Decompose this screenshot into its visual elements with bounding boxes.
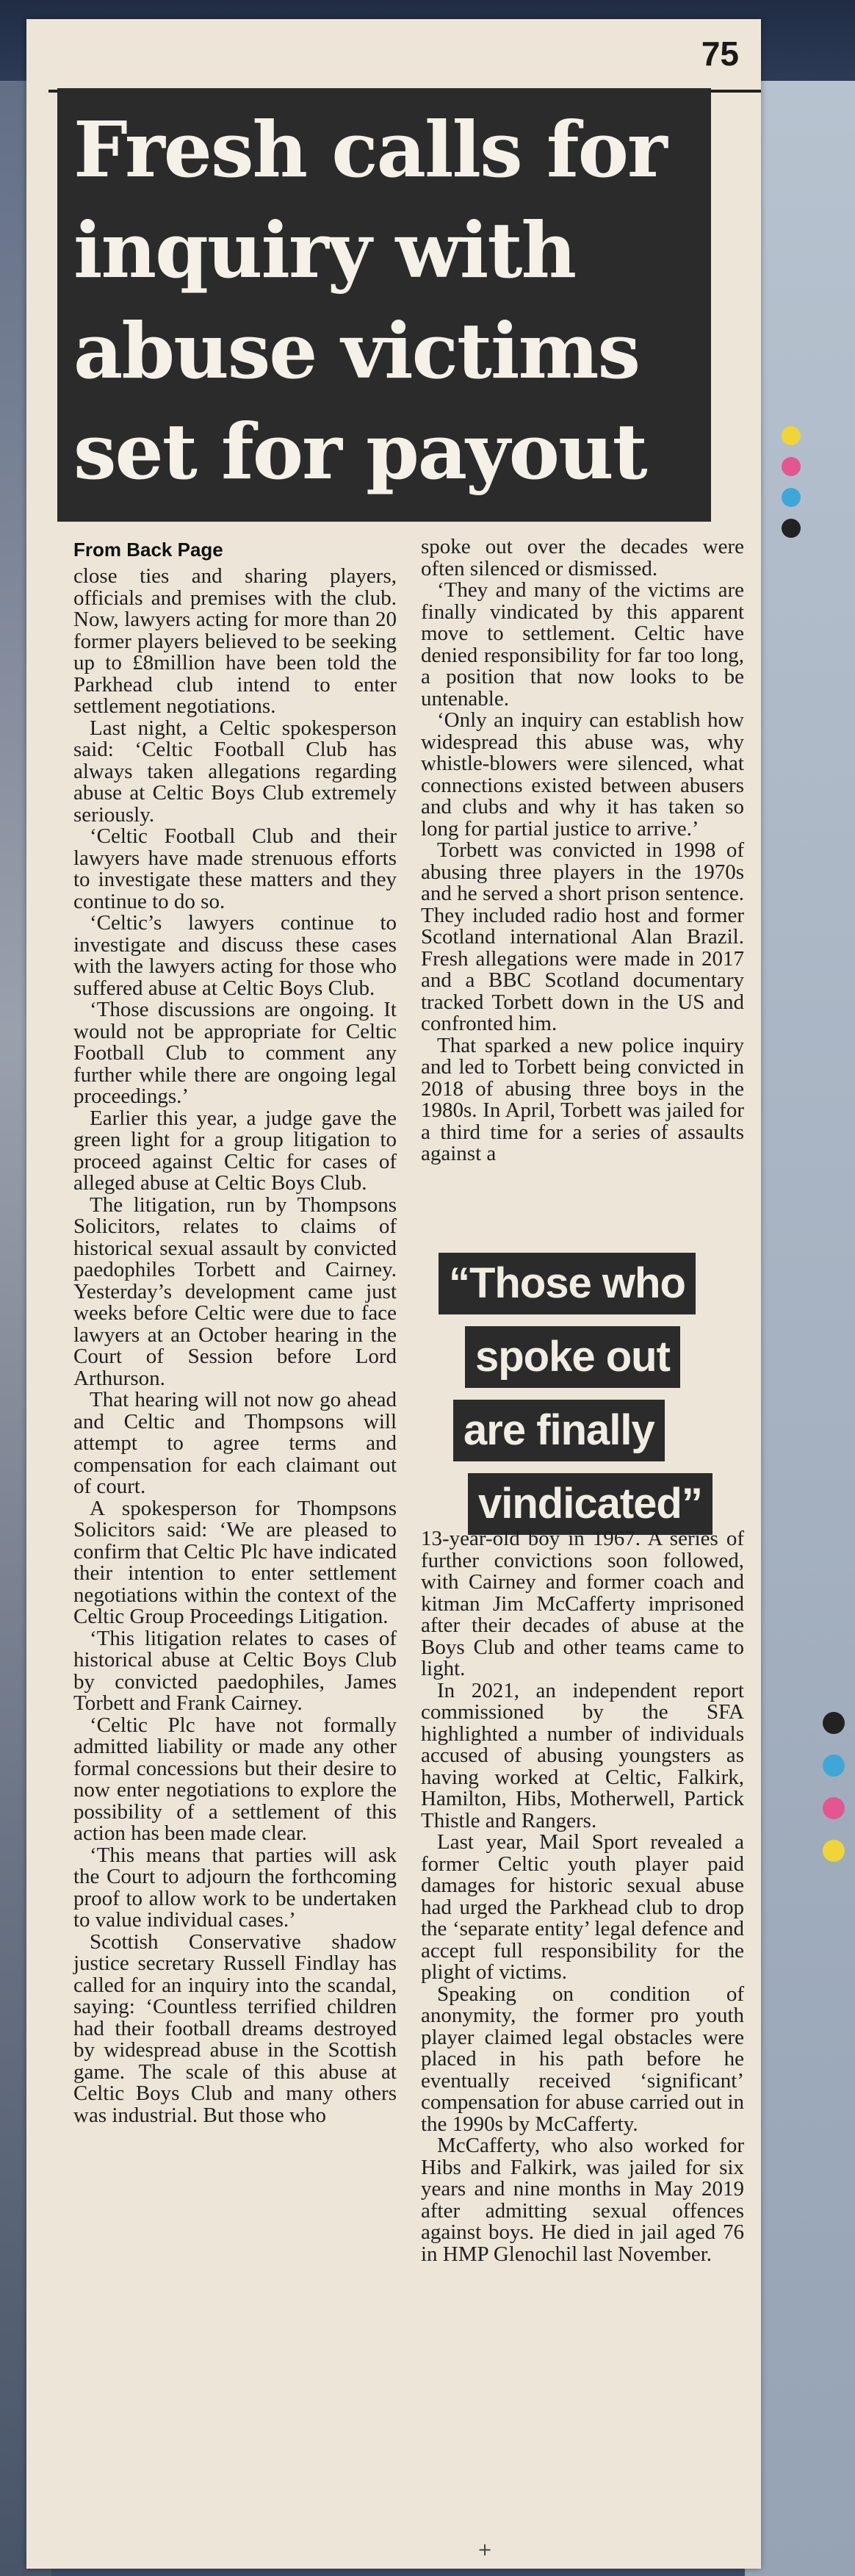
paragraph: Earlier this year, a judge gave the green light for a group litigation to proceed against Celtic for cases of alleged abuse at Celtic Boys Club.: [73, 1106, 397, 1195]
paragraph: ‘Celtic’s lawyers continue to investigate and discuss these cases with the lawyers acting for those who suffered abuse at Celtic Boys Club.: [73, 911, 397, 1000]
registration-dot: [782, 426, 801, 445]
registration-dot: [782, 519, 801, 538]
registration-dots-lower: [823, 1712, 845, 1882]
paragraph: ‘This means that parties will ask the Court to adjourn the forthcoming proof to allow work to be undertaken to value individual cases.’: [73, 1843, 397, 1932]
paragraph: ‘They and many of the victims are finally vindicated by this apparent move to settlement. Celtic have denied responsibility for far too long, a position that now looks to be untenable.: [421, 578, 744, 710]
paragraph: spoke out over the decades were often silenced or dismissed.: [421, 535, 744, 580]
paragraph: Last night, a Celtic spokesperson said: ‘Celtic Football Club has always taken allegations regarding abuse at Celtic Boys Club extremely seriously.: [73, 716, 397, 827]
crop-mark-icon: +: [477, 2539, 493, 2560]
paragraph: Torbett was convicted in 1998 of abusing three players in the 1970s and he served a short prison sentence. They included radio host and former Scotland international Alan Brazil. Fresh allegations were made in 2017 and a BBC Scotland documentary tracked Torbett down in the US and confronted him.: [421, 838, 744, 1035]
article-column-right-top: [421, 536, 744, 1165]
paragraph: In 2021, an independent report commissioned by the SFA highlighted a number of individuals accused of abusing youngsters as having worked at Celtic, Falkirk, Hamilton, Hibs, Motherwell, Partick Thistle and Rangers.: [421, 1678, 744, 1832]
paragraph: That sparked a new police inquiry and led to Torbett being convicted in 2018 of abusing three boys in the 1980s. In April, Torbett was jailed for a third time for a series of assaults against a: [421, 1033, 744, 1165]
pull-quote: [439, 1253, 747, 1547]
registration-dot: [823, 1840, 845, 1862]
paragraph: ‘This litigation relates to cases of historical abuse at Celtic Boys Club by convicted paedophiles, James Torbett and Frank Cairney.: [73, 1626, 397, 1715]
registration-dot: [823, 1755, 845, 1777]
registration-dot: [782, 488, 801, 507]
paragraph: That hearing will not now go ahead and Celtic and Thompsons will attempt to agree terms and compensation for each claimant out of court.: [73, 1388, 397, 1498]
paragraph: 13-year-old boy in 1967. A series of further convictions soon followed, with Cairney and former coach and kitman Jim McCafferty imprisoned after their decades of abuse at the Boys Club and other teams came to light.: [421, 1527, 744, 1680]
pull-quote-line: spoke out: [465, 1326, 680, 1388]
registration-dot: [782, 457, 801, 476]
paragraph: ‘Celtic Plc have not formally admitted liability or made any other formal concessions but their desire to now enter negotiations to explore the possibility of a settlement of this action has been made clear.: [73, 1713, 397, 1845]
paragraph: ‘Only an inquiry can establish how widespread this abuse was, why whistle-blowers were silenced, what connections existed between abusers and clubs and why it has taken so long for partial justice to arrive.’: [421, 708, 744, 841]
pull-quote-line: “Those who: [439, 1253, 696, 1314]
article-column-right-bottom: [421, 1528, 744, 2265]
page-number: 75: [701, 35, 739, 73]
paragraph: Scottish Conservative shadow justice secretary Russell Findlay has called for an inquiry into the scandal, saying: ‘Countless terrified children had their football dreams destroyed by widespread abuse in the Scottish game. The scale of this abuse at Celtic Boys Club and many others was industrial. But those who: [73, 1929, 397, 2127]
paragraph: The litigation, run by Thompsons Solicitors, relates to claims of historical sexual assault by convicted paedophiles Torbett and Cairney. Yesterday’s development came just weeks before Celtic were due to face lawyers at an October hearing in the Court of Session before Lord Arthurson.: [73, 1192, 397, 1390]
pull-quote-line: vindicated”: [468, 1473, 712, 1535]
registration-dot: [823, 1797, 845, 1819]
paragraph: ‘Celtic Football Club and their lawyers have made strenuous efforts to investigate these matters and they continue to do so.: [73, 824, 397, 913]
paragraph: ‘Those discussions are ongoing. It would not be appropriate for Celtic Football Club to comment any further while there are ongoing legal proceedings.’: [73, 998, 397, 1108]
headline: Fresh calls for inquiry with abuse victims set for payout: [73, 104, 666, 497]
article-column-left: [73, 536, 397, 2126]
paragraph: McCafferty, who also worked for Hibs and Falkirk, was jailed for six years and nine months in May 2019 after admitting sexual offences against boys. He died in jail aged 76 in HMP Glenochil last November.: [421, 2134, 744, 2266]
paragraph: close ties and sharing players, officials and premises with the club. Now, lawyers acting for more than 20 former players believed to be seeking up to £8million have been told the Parkhead club intend to enter settlement negotiations.: [73, 564, 397, 718]
registration-dot: [823, 1712, 845, 1734]
paragraph: Last year, Mail Sport revealed a former Celtic youth player paid damages for historic sexual abuse had urged the Parkhead club to drop the ‘separate entity’ legal defence and accept full responsibility for the plight of victims.: [421, 1830, 744, 1984]
paragraph: A spokesperson for Thompsons Solicitors said: ‘We are pleased to confirm that Celtic Plc have indicated their intention to enter settlement negotiations within the context of the Celtic Group Proceedings Litigation.: [73, 1496, 397, 1628]
paragraph: Speaking on condition of anonymity, the former pro youth player claimed legal obstacles were placed in his path before he eventually received ‘significant’ compensation for abuse carried out in the 1990s by McCafferty.: [421, 1982, 744, 2136]
pull-quote-line: are finally: [453, 1400, 665, 1461]
kicker: From Back Page: [73, 539, 223, 561]
registration-dots: [782, 426, 801, 550]
background-right: [745, 0, 855, 2576]
